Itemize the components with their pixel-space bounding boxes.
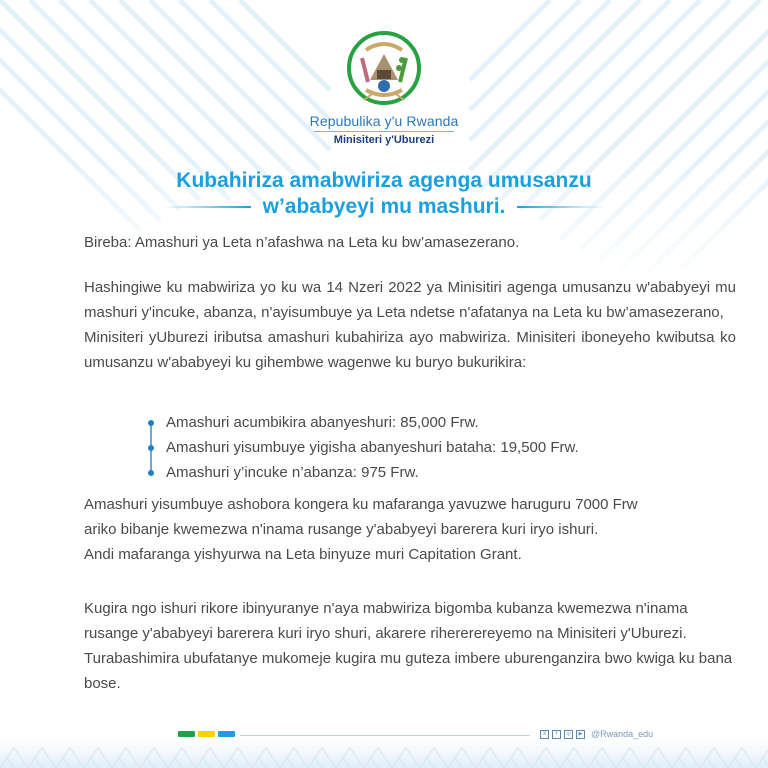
- main-paragraph-line-1: Hashingiwe ku mabwiriza yo ku wa 14 Nzeri 2022 ya Minisitiri agenga umusanzu w'ababyeyi mu mashuri y'incuke, abanza, n'ayisumbuye ya Leta ndetse n'afatanya na Leta ku bw’amasezerano,: [84, 279, 736, 321]
- bullet-dot-icon: [148, 420, 154, 426]
- facebook-icon[interactable]: f: [552, 730, 561, 739]
- fee-label: Amashuri yisumbuye yigisha abanyeshuri bataha: 19,500 Frw.: [166, 439, 579, 456]
- flag-bar-green: [178, 731, 195, 737]
- brand-divider: [314, 131, 454, 132]
- extra-line-2: ariko bibanje kwemezwa n'inama rusange y'ababyeyi barerera kuri iryo ishuri.: [84, 521, 599, 538]
- footer-social: [540, 729, 653, 739]
- rwanda-coat-of-arms-logo: [344, 30, 424, 110]
- flag-color-bars: [178, 731, 235, 737]
- republic-name: Repubulika y'u Rwanda: [309, 113, 459, 129]
- fee-list: [148, 410, 579, 485]
- title-rule-right: [517, 206, 605, 208]
- instagram-icon[interactable]: ◎: [564, 730, 573, 739]
- page-title: [120, 168, 648, 220]
- extra-line-1: Amashuri yisumbuye ashobora kongera ku mafaranga yavuzwe haruguru 7000 Frw: [84, 496, 638, 513]
- fee-list-item: [148, 410, 579, 435]
- fee-label: Amashuri acumbikira abanyeshuri: 85,000 Frw.: [166, 414, 479, 431]
- fee-list-item: [148, 460, 579, 485]
- title-rule-left: [163, 206, 251, 208]
- ministry-name: Minisiteri y'Uburezi: [333, 134, 435, 146]
- closing-paragraph: [84, 596, 736, 696]
- main-paragraph: [84, 275, 736, 375]
- bullet-dot-icon: [148, 445, 154, 451]
- closing-line-2: Turabashimira ubufatanye mukomeje kugira mu guteza imbere uburenganzira bwo kwiga ku bana bose.: [84, 650, 733, 692]
- bullet-dot-icon: [148, 470, 154, 476]
- fee-list-item: [148, 435, 579, 460]
- social-handle[interactable]: @Rwanda_edu: [591, 729, 654, 739]
- closing-line-1: Kugira ngo ishuri rikore ibinyuranye n'aya mabwiriza bigomba kubanza kwemezwa n'inama rusange y'ababyeyi barerera kuri iryo shuri, akarere rihererereyemo na Minisiteri y'Uburezi.: [84, 600, 688, 642]
- ministry-branding: [300, 113, 468, 147]
- fee-label: Amashuri y’incuke n’abanza: 975 Frw.: [166, 464, 419, 481]
- youtube-icon[interactable]: ▶: [576, 730, 585, 739]
- main-paragraph-line-2: Minisiteri yUburezi iributsa amashuri kubahiriza ayo mabwiriza. Minisiteri iboneyeho kwibutsa ko umusanzu w'ababyeyi ku gihembwe wagenwe ku buryo bukurikira:: [84, 329, 736, 371]
- title-line-1: Kubahiriza amabwiriza agenga umusanzu: [176, 169, 592, 192]
- subject-line: Bireba: Amashuri ya Leta n’afashwa na Leta ku bw’amasezerano.: [84, 234, 520, 251]
- footer-divider: [240, 735, 530, 736]
- x-icon[interactable]: X: [540, 730, 549, 739]
- title-line-2: w’ababyeyi mu mashuri.: [262, 195, 506, 218]
- extra-paragraph: [84, 492, 736, 567]
- flag-bar-yellow: [198, 731, 215, 737]
- flag-bar-blue: [218, 731, 235, 737]
- extra-line-3: Andi mafaranga yishyurwa na Leta binyuze muri Capitation Grant.: [84, 546, 522, 563]
- title-line-2-row: [120, 194, 648, 220]
